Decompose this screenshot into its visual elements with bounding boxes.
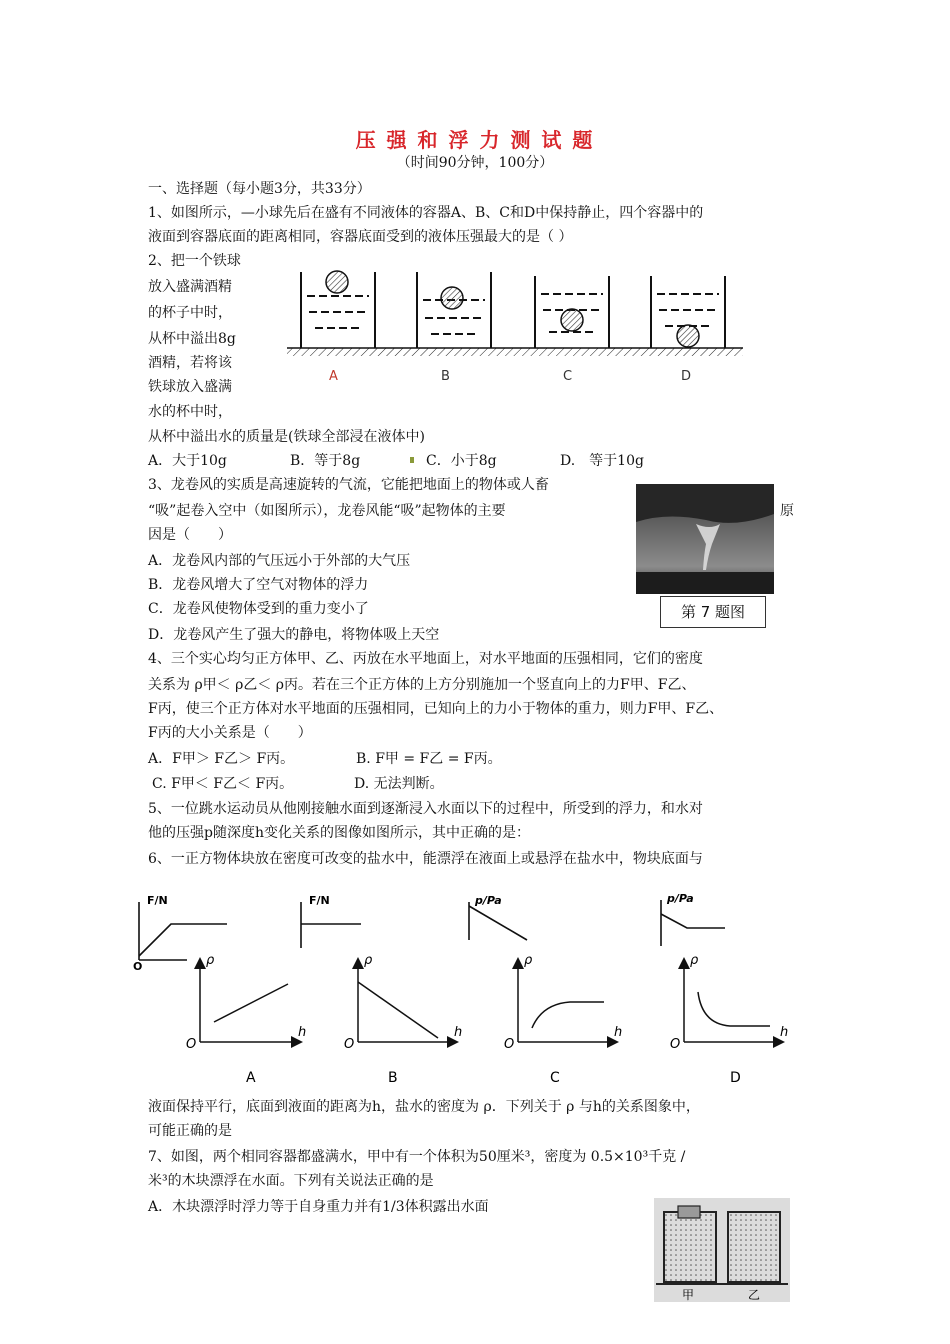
q4-option-d: D. 无法判断。 (354, 776, 444, 792)
q2-line: 从杯中溢出8g (148, 331, 236, 347)
q4-line2: 关系为 ρ甲＜ ρ乙＜ ρ丙。若在三个正方体的上方分别施加一个竖直向上的力F甲、F乙、 (148, 677, 696, 693)
q3-option-a: A．龙卷风内部的气压远小于外部的大气压 (148, 553, 411, 569)
q4-line3: F丙，使三个正方体对水平地面的压强相同，已知向上的力小于物体的重力，则力F甲、F乙、 (148, 701, 724, 717)
q4-option-c: C. F甲＜ F乙＜ F丙。 (152, 776, 294, 792)
page-subtitle: （时间90分钟，100分） (396, 155, 554, 171)
graphC-label: C (550, 1070, 560, 1086)
q2-line: 铁球放入盛满 (148, 379, 232, 395)
container-b (417, 272, 491, 348)
q1-line2: 液面到容器底面的距离相同，容器底面受到的液体压强最大的是（ ） (148, 229, 573, 245)
graphC-ylabel: ρ (524, 953, 533, 968)
page-title: 压 强 和 浮 力 测 试 题 (355, 128, 595, 152)
container-c (535, 276, 609, 348)
graphC-xlabel: h (614, 1025, 623, 1040)
q4-line1: 4、三个实心均匀正方体甲、乙、丙放在水平地面上，对水平地面的压强相同，它们的密度 (148, 651, 703, 667)
q7-option-a: A．木块漂浮时浮力等于自身重力并有1/3体积露出水面 (148, 1199, 489, 1215)
graph3-ylabel: p/Pa (475, 894, 502, 907)
q2-option-d: D. 等于10g (560, 453, 644, 469)
q7-line1: 7、如图，两个相同容器都盛满水，甲中有一个体积为50厘米³，密度为 0.5×10³千克 / (148, 1149, 686, 1165)
label-a: A (329, 369, 338, 384)
graph2-ylabel: F/N (309, 894, 330, 907)
graphD-ylabel: ρ (690, 953, 699, 968)
label-jia: 甲 (682, 1288, 695, 1302)
q6-line1: 6、一正方物体块放在密度可改变的盐水中，能漂浮在液面上或悬浮在盐水中，物块底面与 (148, 851, 703, 867)
label-c: C (563, 369, 573, 384)
q4-option-a: A．F甲＞ F乙＞ F丙。 (148, 751, 295, 767)
q6-line2: 液面保持平行，底面到液面的距离为h，盐水的密度为 ρ．下列关于 ρ 与h的关系图象中， (148, 1099, 700, 1115)
q2-line: 放入盛满酒精 (148, 279, 232, 295)
graph4-ylabel: p/Pa (667, 892, 694, 905)
q7-containers-figure (654, 1198, 790, 1302)
q3-option-c: C．龙卷风使物体受到的重力变小了 (148, 601, 369, 617)
label-d: D (681, 369, 692, 384)
graphB-origin: O (344, 1037, 355, 1052)
ground-hatch (287, 348, 743, 356)
graphB-xlabel: h (454, 1025, 463, 1040)
q2-line: 的杯子中时， (148, 305, 232, 321)
graph1-ylabel: F/N (147, 894, 168, 907)
q3-option-d: D．龙卷风产生了强大的静电，将物体吸上天空 (148, 627, 440, 643)
q3-line3: 因是（ ） (148, 527, 232, 543)
q4-option-b: B. F甲 = F乙 = F丙。 (356, 751, 502, 767)
q5-line1: 5、一位跳水运动员从他刚接触水面到逐渐浸入水面以下的过程中，所受到的浮力，和水对 (148, 801, 703, 817)
graphA-label: A (246, 1070, 256, 1086)
graphD-origin: O (670, 1037, 681, 1052)
q6-graphs (170, 952, 810, 1092)
q4-line4: F丙的大小关系是（ ） (148, 725, 312, 741)
q2-line: 水的杯中时， (148, 404, 232, 420)
label-b: B (441, 369, 450, 384)
q6-line3: 可能正确的是 (148, 1123, 232, 1139)
section-heading: 一、选择题（每小题3分，共33分） (148, 181, 371, 197)
q5-line2: 他的压强p随深度h变化关系的图像如图所示，其中正确的是： (148, 825, 530, 841)
label-yi: 乙 (748, 1288, 761, 1302)
q3-line2: “吸”起卷入空中（如图所示），龙卷风能“吸”起物体的主要 (148, 503, 506, 519)
q2-option-b: B．等于8g (290, 453, 361, 469)
graphD-label: D (730, 1070, 741, 1086)
graphC-origin: O (504, 1037, 515, 1052)
container-a (301, 271, 375, 348)
q2-line: 酒精，若将该 (148, 355, 232, 371)
speck-mark (410, 457, 414, 463)
tornado-photo (636, 484, 774, 594)
q7-line2: 米³的木块漂浮在水面。下列有关说法正确的是 (148, 1173, 434, 1189)
graphD-xlabel: h (780, 1025, 789, 1040)
graphA-ylabel: ρ (206, 953, 215, 968)
q3-line2-end: 原 (780, 503, 794, 519)
q3-option-b: B．龙卷风增大了空气对物体的浮力 (148, 577, 369, 593)
graphA-xlabel: h (298, 1025, 307, 1040)
q2-option-c: C．小于8g (426, 453, 497, 469)
graphB-label: B (388, 1070, 398, 1086)
q2-line: 从杯中溢出水的质量是(铁球全部浸在液体中) (148, 429, 425, 445)
q1-containers-figure (285, 262, 745, 392)
q2-option-a: A．大于10g (148, 453, 227, 469)
q3-line1: 3、龙卷风的实质是高速旋转的气流，它能把地面上的物体或人畜 (148, 477, 549, 493)
q1-line1: 1、如图所示，—小球先后在盛有不同液体的容器A、B、C和D中保持静止，四个容器中的 (148, 205, 704, 221)
graph1-origin: O (133, 960, 143, 972)
graphB-ylabel: ρ (364, 953, 373, 968)
q2-line: 2、把一个铁球 (148, 253, 241, 269)
tornado-caption: 第 7 题图 (660, 596, 766, 628)
container-d (651, 276, 725, 348)
graphA-origin: O (186, 1037, 197, 1052)
